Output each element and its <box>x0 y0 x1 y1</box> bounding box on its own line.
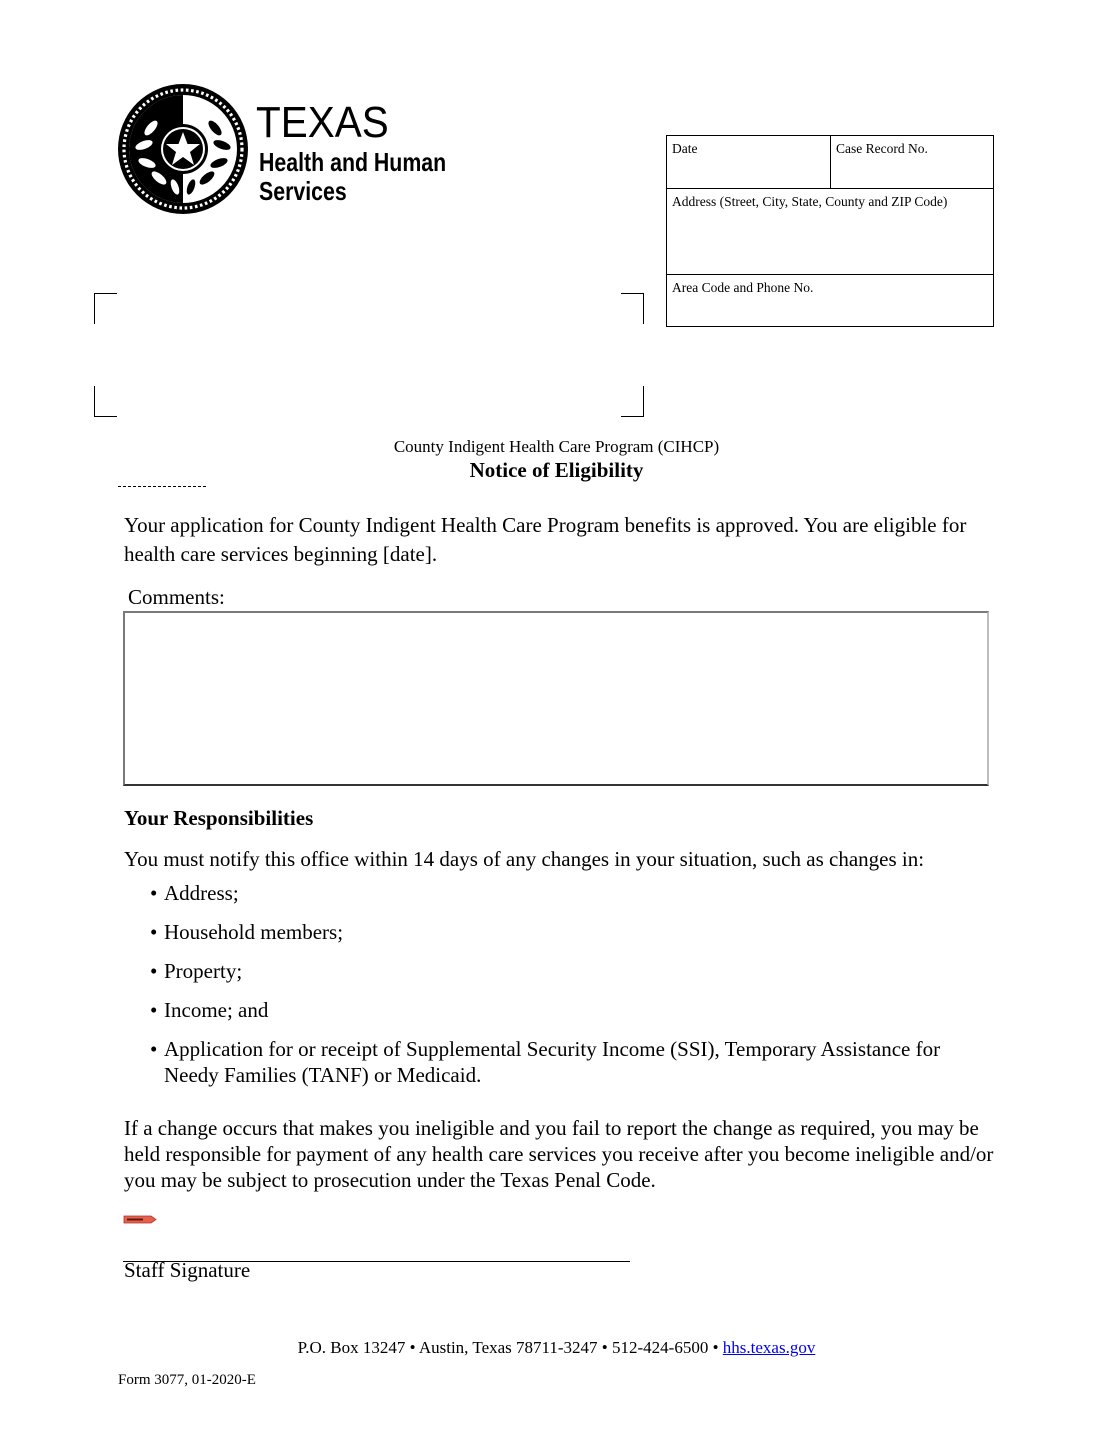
responsibilities-intro: You must notify this office within 14 days of any changes in your situation, such as changes in: <box>124 847 925 871</box>
bullet-icon: • <box>150 1037 158 1061</box>
logo-subtitle <box>259 148 446 206</box>
bullet-icon: • <box>150 959 158 983</box>
footer-address: P.O. Box 13247 • Austin, Texas 78711-3247 • 512-424-6500 • <box>297 1338 723 1357</box>
comments-label: Comments: <box>128 585 225 609</box>
phone-label: Area Code and Phone No. <box>672 280 814 295</box>
bullet-icon: • <box>150 881 158 905</box>
window-corner-mark <box>94 386 117 417</box>
phone-field[interactable] <box>667 275 993 326</box>
date-label: Date <box>672 141 698 156</box>
website-link[interactable]: hhs.texas.gov <box>722 1338 816 1357</box>
footer-contact <box>0 1338 1113 1358</box>
window-corner-mark <box>621 386 644 417</box>
comments-textarea[interactable] <box>123 611 989 786</box>
responsibilities-heading: Your Responsibilities <box>124 806 314 830</box>
warning-paragraph: If a change occurs that makes you ineligible and you fail to report the change as required, you may be held responsible for payment of any health care services you receive after you become ineligible and/or you may be subject to prosecution under the Texas Penal Code. <box>124 1116 994 1192</box>
recipient-info-box <box>666 135 994 327</box>
logo-title: TEXAS <box>256 98 389 147</box>
window-corner-mark <box>94 293 117 324</box>
list-item: • Household members; <box>150 920 344 944</box>
dotted-divider <box>118 486 206 487</box>
address-label: Address (Street, City, State, County and ZIP Code) <box>672 194 948 209</box>
approval-paragraph: Your application for County Indigent Health Care Program benefits is approved. You are eligible for health care services beginning [date]. <box>124 513 967 566</box>
changes-list <box>150 880 1000 1101</box>
form-number: Form 3077, 01-2020-E <box>118 1372 256 1388</box>
list-item: • Application for or receipt of Supplemental Security Income (SSI), Temporary Assistance for Needy Families (TANF) or Medicaid. <box>150 1037 941 1087</box>
texas-hhs-seal-icon <box>117 83 249 215</box>
bullet-icon: • <box>150 998 158 1022</box>
signature-label: Staff Signature <box>124 1258 251 1282</box>
case-record-field[interactable] <box>831 136 994 189</box>
address-field[interactable] <box>667 189 993 275</box>
page-title: Notice of Eligibility <box>469 458 644 482</box>
bullet-icon: • <box>150 920 158 944</box>
sign-here-flag-icon[interactable] <box>123 1215 157 1224</box>
list-item: • Income; and <box>150 998 269 1022</box>
logo-subtitle-line1: Health and Human <box>259 147 447 177</box>
list-item: • Property; <box>150 959 243 983</box>
date-field[interactable] <box>667 136 831 189</box>
logo-subtitle-line2: Services <box>259 176 347 206</box>
list-item: • Address; <box>150 881 239 905</box>
window-corner-mark <box>621 293 644 324</box>
case-record-label: Case Record No. <box>836 141 928 156</box>
program-name: County Indigent Health Care Program (CIHCP) <box>393 437 720 456</box>
